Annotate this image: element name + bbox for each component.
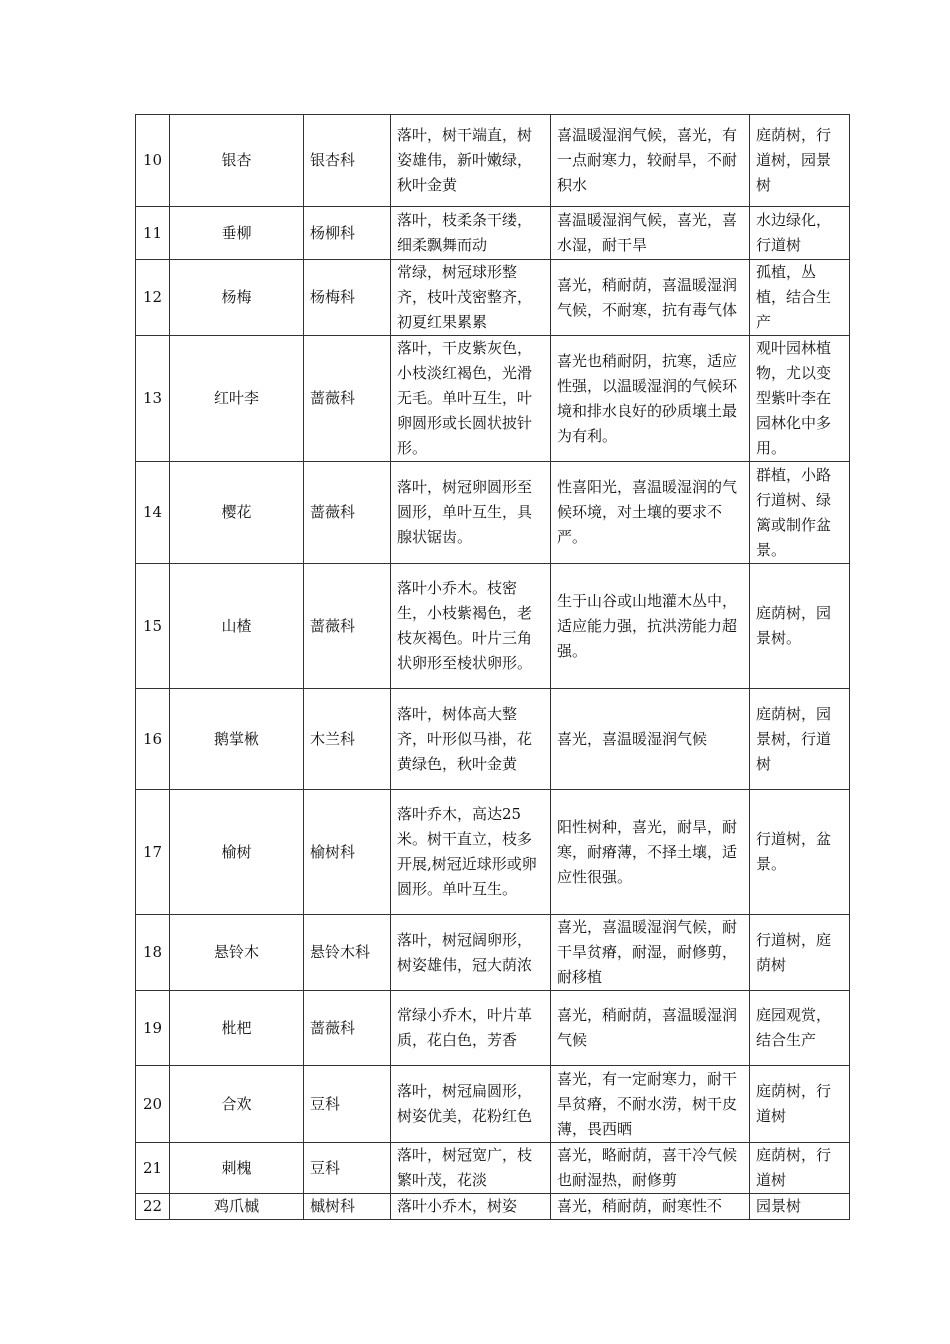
plant-use: 观叶园林植物，尤以变型紫叶李在园林化中多用。 [750,336,850,462]
plant-use: 行道树，盆景。 [750,790,850,915]
plant-form: 落叶小乔木，树姿 [391,1194,551,1220]
plant-habit: 喜温暖湿润气候，喜光，喜水湿，耐干旱 [551,207,750,260]
row-number: 11 [136,207,170,260]
plant-name: 垂柳 [170,207,304,260]
plant-use: 行道树，庭荫树 [750,915,850,991]
plant-name: 银杏 [170,115,304,207]
table-row [136,115,850,207]
plant-form: 落叶，树冠阔卵形，树姿雄伟，冠大荫浓 [391,915,551,991]
row-number: 19 [136,991,170,1066]
plant-family: 杨柳科 [304,207,391,260]
plant-form: 落叶，枝柔条干缕，细柔飘舞而动 [391,207,551,260]
plant-family: 杨梅科 [304,260,391,336]
plant-use: 水边绿化，行道树 [750,207,850,260]
table-row [136,207,850,260]
plant-form: 落叶，树冠宽广，枝繁叶茂，花淡 [391,1143,551,1194]
plant-form: 落叶，树体高大整齐，叶形似马褂，花黄绿色，秋叶金黄 [391,689,551,790]
plant-habit: 喜光，稍耐荫，喜温暖湿润气候，不耐寒，抗有毒气体 [551,260,750,336]
plant-use: 群植，小路行道树、绿篱或制作盆景。 [750,462,850,564]
plant-name: 悬铃木 [170,915,304,991]
row-number: 21 [136,1143,170,1194]
plant-habit: 喜光，稍耐荫，喜温暖湿润气候 [551,991,750,1066]
plant-habit: 喜光，喜温暖湿润气候 [551,689,750,790]
plant-family: 蔷薇科 [304,336,391,462]
plant-form: 落叶乔木，高达25米。树干直立，枝多开展,树冠近球形或卵圆形。单叶互生。 [391,790,551,915]
plant-use: 庭荫树，行道树，园景树 [750,115,850,207]
plant-name: 樱花 [170,462,304,564]
plant-form: 落叶，树干端直，树姿雄伟，新叶嫩绿，秋叶金黄 [391,115,551,207]
plant-name: 鹅掌楸 [170,689,304,790]
plant-family: 豆科 [304,1066,391,1143]
plant-name: 山楂 [170,564,304,689]
row-number: 13 [136,336,170,462]
table-row [136,1066,850,1143]
plant-name: 枇杷 [170,991,304,1066]
row-number: 15 [136,564,170,689]
plant-family: 蔷薇科 [304,564,391,689]
plant-use: 庭荫树，园景树。 [750,564,850,689]
table-row [136,915,850,991]
row-number: 18 [136,915,170,991]
plant-family: 榆树科 [304,790,391,915]
plant-form: 常绿小乔木，叶片革质，花白色，芳香 [391,991,551,1066]
row-number: 16 [136,689,170,790]
plant-family: 蔷薇科 [304,462,391,564]
row-number: 14 [136,462,170,564]
table-row [136,991,850,1066]
plant-name: 红叶李 [170,336,304,462]
plant-habit: 性喜阳光，喜温暖湿润的气候环境，对土壤的要求不严。 [551,462,750,564]
plant-habit: 生于山谷或山地灌木丛中，适应能力强，抗洪涝能力超强。 [551,564,750,689]
plant-family: 槭树科 [304,1194,391,1220]
plant-name: 刺槐 [170,1143,304,1194]
plant-habit: 喜光也稍耐阴，抗寒，适应性强，以温暖湿润的气候环境和排水良好的砂质壤土最为有利。 [551,336,750,462]
plant-form: 落叶，干皮紫灰色，小枝淡红褐色，光滑无毛。单叶互生，叶卵圆形或长圆状披针形。 [391,336,551,462]
plant-use: 庭荫树，园景树，行道树 [750,689,850,790]
row-number: 17 [136,790,170,915]
table-row [136,790,850,915]
table-row [136,1194,850,1220]
plant-habit: 喜温暖湿润气候，喜光，有一点耐寒力，较耐旱，不耐积水 [551,115,750,207]
plant-family: 银杏科 [304,115,391,207]
table-row [136,564,850,689]
plant-name: 合欢 [170,1066,304,1143]
plant-habit: 喜光，稍耐荫，耐寒性不 [551,1194,750,1220]
plant-name: 榆树 [170,790,304,915]
plant-family: 悬铃木科 [304,915,391,991]
plant-table [135,114,850,1220]
plant-name: 杨梅 [170,260,304,336]
plant-form: 落叶小乔木。枝密生，小枝紫褐色，老枝灰褐色。叶片三角状卵形至棱状卵形。 [391,564,551,689]
row-number: 12 [136,260,170,336]
plant-habit: 喜光，略耐荫，喜干冷气候也耐湿热，耐修剪 [551,1143,750,1194]
plant-form: 常绿，树冠球形整齐，枝叶茂密整齐，初夏红果累累 [391,260,551,336]
table-row [136,336,850,462]
plant-habit: 喜光，喜温暖湿润气候，耐干旱贫瘠，耐湿，耐修剪，耐移植 [551,915,750,991]
plant-use: 园景树 [750,1194,850,1220]
table-row [136,1143,850,1194]
row-number: 10 [136,115,170,207]
row-number: 22 [136,1194,170,1220]
plant-family: 木兰科 [304,689,391,790]
plant-habit: 阳性树种，喜光，耐旱，耐寒，耐瘠薄，不择土壤，适应性很强。 [551,790,750,915]
table-row [136,462,850,564]
plant-family: 蔷薇科 [304,991,391,1066]
plant-form: 落叶，树冠卵圆形至圆形，单叶互生，具腺状锯齿。 [391,462,551,564]
plant-use: 庭荫树，行道树 [750,1066,850,1143]
table-row [136,689,850,790]
table-row [136,260,850,336]
plant-use: 庭荫树，行道树 [750,1143,850,1194]
plant-use: 孤植，丛植，结合生产 [750,260,850,336]
plant-use: 庭园观赏，结合生产 [750,991,850,1066]
row-number: 20 [136,1066,170,1143]
plant-form: 落叶，树冠扁圆形，树姿优美，花粉红色 [391,1066,551,1143]
plant-family: 豆科 [304,1143,391,1194]
plant-habit: 喜光，有一定耐寒力，耐干旱贫瘠，不耐水涝，树干皮薄，畏西晒 [551,1066,750,1143]
plant-name: 鸡爪槭 [170,1194,304,1220]
